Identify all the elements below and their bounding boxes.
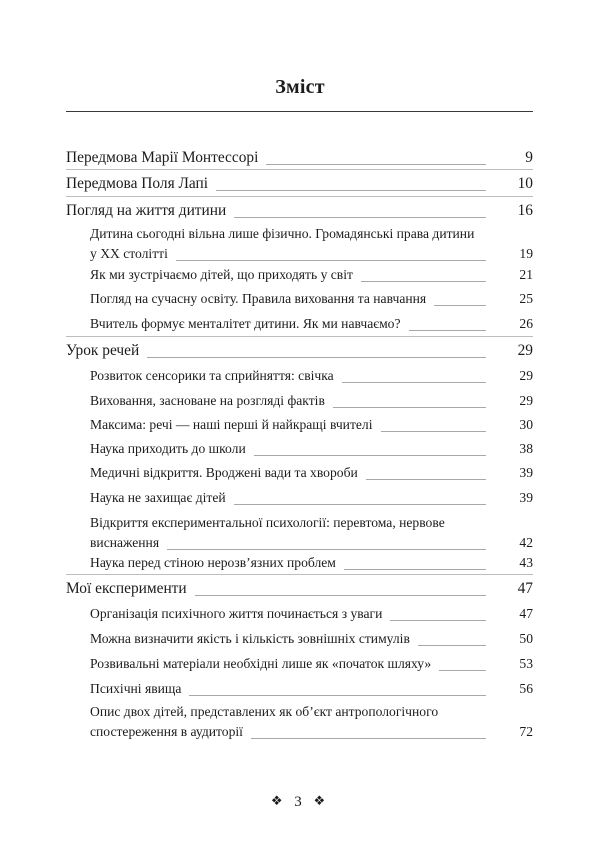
toc-leader-line xyxy=(366,479,486,480)
toc-leader-line xyxy=(342,382,486,383)
toc-leader-line xyxy=(147,357,486,358)
toc-page-number: 39 xyxy=(519,490,533,505)
toc-section-entry[interactable] xyxy=(90,465,533,485)
toc-entry-title: спостереження в аудиторії xyxy=(90,724,243,739)
toc-entry-title: Дитина сьогодні вільна лише фізично. Громадянські права дитини xyxy=(90,226,475,241)
page-title: Зміст xyxy=(275,76,325,98)
toc-page-number: 50 xyxy=(519,631,533,646)
toc-page-number: 53 xyxy=(519,656,533,671)
toc-leader-line xyxy=(344,569,486,570)
toc-leader-line xyxy=(333,407,486,408)
toc-section-entry[interactable] xyxy=(90,316,533,336)
toc-leader-line xyxy=(176,260,486,261)
toc-section-entry[interactable] xyxy=(90,606,533,626)
toc-page-number: 10 xyxy=(517,175,533,192)
toc-section-entry[interactable] xyxy=(90,555,533,575)
ornament-right-icon: ❖ xyxy=(313,793,330,808)
toc-page-number: 21 xyxy=(519,267,533,282)
toc-section-entry[interactable] xyxy=(90,656,533,676)
toc-page-number: 9 xyxy=(525,149,533,166)
toc-page-number: 72 xyxy=(519,724,533,739)
page-number: 3 xyxy=(294,794,306,810)
toc-page-number: 16 xyxy=(517,202,533,219)
toc-entry-title: Розвиток сенсорики та сприйняття: свічка xyxy=(90,368,334,383)
toc-page-number: 38 xyxy=(519,441,533,456)
toc-leader-line xyxy=(266,164,486,165)
toc-chapter-entry[interactable] xyxy=(66,202,533,223)
section-separator xyxy=(66,169,533,170)
toc-entry-title: Медичні відкриття. Вроджені вади та хвороби xyxy=(90,465,358,480)
toc-entry-title: Наука приходить до школи xyxy=(90,441,246,456)
toc-entry-title: Погляд на життя дитини xyxy=(66,202,227,219)
toc-leader-line xyxy=(216,190,486,191)
toc-page-number: 42 xyxy=(519,535,533,550)
toc-entry-title: Можна визначити якість і кількість зовнішніх стимулів xyxy=(90,631,410,646)
section-separator xyxy=(66,336,533,337)
page-footer xyxy=(0,794,600,811)
toc-page-number: 29 xyxy=(519,393,533,408)
toc-section-entry[interactable] xyxy=(90,490,533,510)
toc-page-number: 56 xyxy=(519,681,533,696)
toc-chapter-entry[interactable] xyxy=(66,580,533,601)
toc-page-number: 29 xyxy=(519,368,533,383)
toc-section-entry[interactable] xyxy=(90,417,533,437)
toc-section-entry[interactable] xyxy=(90,226,533,266)
toc-leader-line xyxy=(234,217,486,218)
toc-leader-line xyxy=(251,738,486,739)
toc-section-entry[interactable] xyxy=(90,267,533,287)
toc-section-entry[interactable] xyxy=(90,681,533,701)
toc-leader-line xyxy=(361,281,486,282)
toc-page-number: 47 xyxy=(517,580,533,597)
toc-page-number: 26 xyxy=(519,316,533,331)
toc-page-number: 25 xyxy=(519,291,533,306)
toc-page-number: 43 xyxy=(519,555,533,570)
toc-leader-line xyxy=(390,620,486,621)
toc-entry-title: Погляд на сучасну освіту. Правила виховання та навчання xyxy=(90,291,427,306)
toc-entry-title: Розвивальні матеріали необхідні лише як «початок шляху» xyxy=(90,656,432,671)
toc-section-entry[interactable] xyxy=(90,515,533,555)
toc-page-number: 47 xyxy=(519,606,533,621)
toc-entry-title: Опис двох дітей, представлених як об’єкт антропологічного xyxy=(90,704,439,719)
toc-leader-line xyxy=(189,695,486,696)
toc-leader-line xyxy=(409,330,486,331)
toc-section-entry[interactable] xyxy=(90,631,533,651)
toc-entry-title: Урок речей xyxy=(66,342,140,359)
toc-page-number: 39 xyxy=(519,465,533,480)
toc-chapter-entry[interactable] xyxy=(66,342,533,363)
toc-leader-line xyxy=(439,670,486,671)
toc-leader-line xyxy=(418,645,486,646)
toc-entry-title: Психічні явища xyxy=(90,681,182,696)
toc-entry-title: Наука не захищає дітей xyxy=(90,490,226,505)
toc-entry-title: Організація психічного життя починається з уваги xyxy=(90,606,383,621)
toc-entry-title: Передмова Поля Лапі xyxy=(66,175,209,192)
toc-section-entry[interactable] xyxy=(90,368,533,388)
toc-entry-title: у ХХ столітті xyxy=(90,246,168,261)
toc-section-entry[interactable] xyxy=(90,291,533,311)
toc-entry-title: Відкриття експериментальної психології: перевтома, нервове xyxy=(90,515,445,530)
toc-entry-title: Виховання, засноване на розгляді фактів xyxy=(90,393,325,408)
toc-section-entry[interactable] xyxy=(90,441,533,461)
toc-leader-line xyxy=(195,595,486,596)
toc-leader-line xyxy=(381,431,486,432)
toc-page-number: 30 xyxy=(519,417,533,432)
toc-page-number: 19 xyxy=(519,246,533,261)
section-separator xyxy=(66,574,533,575)
toc-entry-title: Мої експерименти xyxy=(66,580,187,597)
toc-leader-line xyxy=(254,455,486,456)
toc-section-entry[interactable] xyxy=(90,704,533,744)
section-separator xyxy=(66,196,533,197)
toc-section-entry[interactable] xyxy=(90,393,533,413)
toc-chapter-entry[interactable] xyxy=(66,149,533,170)
toc-entry-title: Наука перед стіною нерозв’язних проблем xyxy=(90,555,336,570)
toc-entry-title: Передмова Марії Монтессорі xyxy=(66,149,259,166)
toc-page-number: 29 xyxy=(517,342,533,359)
toc-entry-title: Максима: речі — наші перші й найкращі вчителі xyxy=(90,417,373,432)
toc-entry-title: Як ми зустрічаємо дітей, що приходять у світ xyxy=(90,267,353,282)
ornament-left-icon: ❖ xyxy=(270,793,287,808)
toc-entry-title: Вчитель формує менталітет дитини. Як ми навчаємо? xyxy=(90,316,401,331)
toc-chapter-entry[interactable] xyxy=(66,175,533,196)
toc-entry-title: виснаження xyxy=(90,535,160,550)
toc-leader-line xyxy=(167,549,486,550)
toc-leader-line xyxy=(434,305,486,306)
toc-leader-line xyxy=(234,504,486,505)
